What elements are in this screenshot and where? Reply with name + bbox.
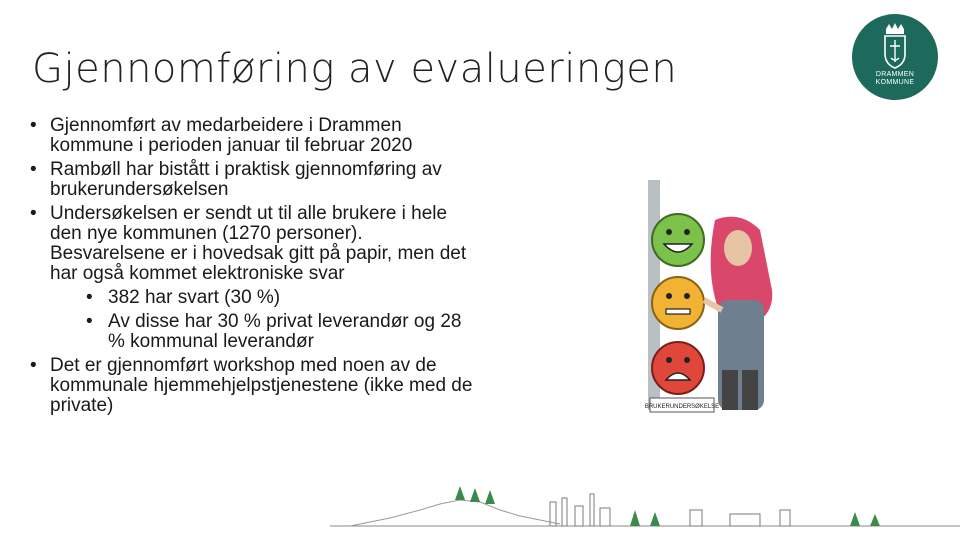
sub-bullet-item: [86, 288, 480, 308]
drammen-kommune-logo: [852, 14, 938, 100]
sub-bullet-text: 382 har svart (30 %): [108, 287, 281, 308]
survey-illustration: [600, 180, 800, 440]
bullet-item: [30, 160, 480, 200]
bullet-item: [30, 204, 480, 352]
bullet-text: Rambøll har bistått i praktisk gjennomføring av brukerundersøkelsen: [50, 159, 442, 200]
woman-figure: [704, 217, 772, 410]
sad-face-icon: [652, 342, 704, 394]
sub-bullet-list: [86, 288, 480, 352]
sub-bullet-text: Av disse har 30 % privat leverandør og 28 % kommunal leverandør: [108, 311, 462, 352]
logo-text-line1: DRAMMEN: [875, 71, 915, 78]
crown-shield-icon: [852, 14, 938, 100]
bullet-text: Undersøkelsen er sendt ut til alle brukere i hele den nye kommunen (1270 personer). Besvarelsene er i hovedsak gitt på papir, men det har også kommet elektroniske svar: [50, 203, 467, 284]
bullet-text: Gjennomført av medarbeidere i Drammen kommune i perioden januar til februar 2020: [50, 115, 413, 156]
bullet-text: Det er gjennomført workshop med noen av de kommunale hjemmehjelpstjenestene (ikke med de private): [50, 355, 473, 416]
bullet-list: [30, 116, 480, 420]
slide-title: Gjennomføring av evalueringen: [32, 46, 678, 92]
sub-bullet-item: [86, 312, 480, 352]
city-skyline-decoration: [330, 480, 960, 540]
logo-text-line2: KOMMUNE: [875, 79, 915, 86]
sign-board: [645, 398, 719, 412]
neutral-face-icon: [652, 277, 704, 329]
happy-face-icon: [652, 214, 704, 266]
bullet-item: [30, 116, 480, 156]
sign-label: BRUKERUNDERSØKELSE: [644, 404, 720, 410]
bullet-item: [30, 356, 480, 416]
